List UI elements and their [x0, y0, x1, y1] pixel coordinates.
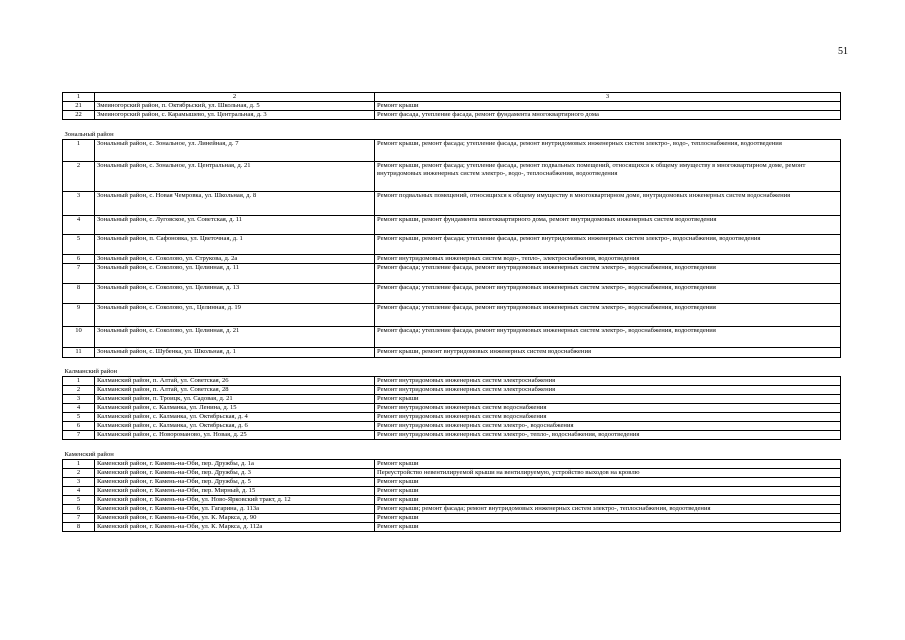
- row-number-cell: 8: [63, 523, 95, 532]
- header-col-1: 1: [63, 93, 95, 102]
- address-cell: Калманский район, с. Калманка, ул. Октябрьская, д. 4: [95, 413, 375, 422]
- address-cell: Калманский район, с. Новороманово, ул. Новая, д. 25: [95, 431, 375, 440]
- address-cell: Зональный район, с. Зональное, ул. Линейная, д. 7: [95, 140, 375, 162]
- table-body: [63, 93, 841, 532]
- row-number-cell: 6: [63, 422, 95, 431]
- row-number-cell: 4: [63, 216, 95, 235]
- work-type-cell: Ремонт крыши: [375, 102, 841, 111]
- row-number-cell: 11: [63, 348, 95, 358]
- table-row: [63, 102, 841, 111]
- work-type-cell: Ремонт крыши, ремонт фундамента многоквартирного дома, ремонт внутридомовых инженерных систем водоотведения: [375, 216, 841, 235]
- address-cell: Каменский район, г. Камень-на-Оби, пер. Дружбы, д. 3: [95, 469, 375, 478]
- address-cell: Зональный район, с. Шубенка, ул. Школьная, д. 1: [95, 348, 375, 358]
- row-number-cell: 21: [63, 102, 95, 111]
- table-row: [63, 140, 841, 162]
- address-cell: Зональный район, с. Зональное, ул. Центральная, д. 21: [95, 162, 375, 192]
- work-type-cell: Ремонт крыши: [375, 514, 841, 523]
- work-type-cell: Ремонт крыши, ремонт фасада; утепление фасада, ремонт внутридомовых инженерных систем электро-, водо-, теплоснабжения, водоотведения: [375, 140, 841, 162]
- address-cell: Зональный район, с. Соколово, ул. Струкова, д. 2а: [95, 255, 375, 264]
- table-row: [63, 264, 841, 284]
- table-row: [63, 478, 841, 487]
- work-type-cell: Ремонт крыши: [375, 487, 841, 496]
- address-cell: Калманский район, с. Калманка, ул. Октябрьская, д. 6: [95, 422, 375, 431]
- header-col-2: 2: [95, 93, 375, 102]
- work-type-cell: Ремонт внутридомовых инженерных систем электро-, водоснабжения: [375, 422, 841, 431]
- address-cell: Калманский район, п. Алтай, ул. Советская, 26: [95, 377, 375, 386]
- header-col-3: 3: [375, 93, 841, 102]
- work-type-cell: Ремонт фасада; утепление фасада, ремонт внутридомовых инженерных систем электро-, водоснабжения, водоотведения: [375, 264, 841, 284]
- table-row: [63, 460, 841, 469]
- work-type-cell: Ремонт фасада; утепление фасада, ремонт внутридомовых инженерных систем электро-, водоснабжения, водоотведения: [375, 304, 841, 327]
- table-row: [63, 422, 841, 431]
- row-number-cell: 7: [63, 514, 95, 523]
- address-cell: Калманский район, с. Калманка, ул. Ленина, д. 15: [95, 404, 375, 413]
- table-row: [63, 327, 841, 348]
- table-row: [63, 487, 841, 496]
- row-number-cell: 6: [63, 505, 95, 514]
- row-number-cell: 5: [63, 413, 95, 422]
- row-number-cell: 2: [63, 469, 95, 478]
- work-type-cell: Ремонт внутридомовых инженерных систем водо-, тепло-, электроснабжения, водоотведения: [375, 255, 841, 264]
- work-type-cell: Ремонт крыши: [375, 523, 841, 532]
- work-type-cell: Ремонт крыши: [375, 496, 841, 505]
- table-row: [63, 386, 841, 395]
- work-type-cell: Ремонт подвальных помещений, относящихся к общему имуществу в многоквартирном доме, внутридомовых инженерных систем водоснабжения: [375, 192, 841, 216]
- row-number-cell: 5: [63, 235, 95, 255]
- row-number-cell: 5: [63, 496, 95, 505]
- address-cell: Зональный район, с. Новая Чемровка, ул. Школьная, д. 8: [95, 192, 375, 216]
- table-row: [63, 284, 841, 304]
- address-cell: Каменский район, г. Камень-на-Оби, ул. К. Маркса, д. 112а: [95, 523, 375, 532]
- work-type-cell: Ремонт крыши; ремонт фасада; ремонт внутридомовых инженерных систем электро-, теплоснабжения, водоотведения: [375, 505, 841, 514]
- table-row: [63, 162, 841, 192]
- address-cell: Каменский район, г. Камень-на-Оби, пер. Дружбы, д. 5: [95, 478, 375, 487]
- work-type-cell: Ремонт внутридомовых инженерных систем электроснабжения: [375, 386, 841, 395]
- row-number-cell: 3: [63, 395, 95, 404]
- table-row: [63, 304, 841, 327]
- address-cell: Каменский район, г. Камень-на-Оби, ул. К. Маркса, д. 90: [95, 514, 375, 523]
- work-type-cell: Ремонт фасада; утепление фасада, ремонт внутридомовых инженерных систем электро-, водоснабжения, водоотведения: [375, 327, 841, 348]
- page-number: 51: [838, 46, 848, 57]
- address-cell: Калманский район, п. Алтай, ул. Советская, 28: [95, 386, 375, 395]
- address-cell: Каменский район, г. Камень-на-Оби, пер. Мирный, д. 15: [95, 487, 375, 496]
- row-number-cell: 2: [63, 386, 95, 395]
- table-row: [63, 413, 841, 422]
- row-number-cell: 1: [63, 377, 95, 386]
- section-title: Зональный район: [63, 120, 841, 140]
- address-cell: Зональный район, с. Соколово, ул. Целинная, д. 21: [95, 327, 375, 348]
- table-row: [63, 469, 841, 478]
- section-title: Калманский район: [63, 358, 841, 377]
- table-row: [63, 431, 841, 440]
- table-row: [63, 404, 841, 413]
- work-type-cell: Ремонт внутридомовых инженерных систем водоснабжения: [375, 413, 841, 422]
- address-cell: Зональный район, с. Соколово, ул., Целинная, д. 19: [95, 304, 375, 327]
- row-number-cell: 10: [63, 327, 95, 348]
- table-row: [63, 255, 841, 264]
- work-type-cell: Ремонт крыши, ремонт фасада; утепление фасада, ремонт подвальных помещений, относящихся к общему имуществу в многоквартирном доме, ремонт внутридомовых инженерных систем электро-, водо-, теплоснабжения, водоотведения: [375, 162, 841, 192]
- work-type-cell: Ремонт фасада, утепление фасада, ремонт фундамента многоквартирного дома: [375, 111, 841, 120]
- row-number-cell: 3: [63, 192, 95, 216]
- section-row: [63, 358, 841, 377]
- table-row: [63, 216, 841, 235]
- address-cell: Каменский район, г. Камень-на-Оби, ул. Гагарина, д. 113а: [95, 505, 375, 514]
- section-row: [63, 120, 841, 140]
- address-cell: Змеиногорский район, с. Карамышево, ул. Центральная, д. 3: [95, 111, 375, 120]
- address-cell: Зональный район, с. Соколово, ул. Целинная, д. 11: [95, 264, 375, 284]
- row-number-cell: 2: [63, 162, 95, 192]
- work-type-cell: Ремонт крыши: [375, 460, 841, 469]
- work-type-cell: Ремонт крыши: [375, 478, 841, 487]
- table-row: [63, 523, 841, 532]
- work-type-cell: Ремонт внутридомовых инженерных систем электроснабжения: [375, 377, 841, 386]
- row-number-cell: 1: [63, 140, 95, 162]
- row-number-cell: 4: [63, 404, 95, 413]
- work-type-cell: Ремонт крыши: [375, 395, 841, 404]
- row-number-cell: 3: [63, 478, 95, 487]
- row-number-cell: 6: [63, 255, 95, 264]
- table-row: [63, 348, 841, 358]
- address-cell: Каменский район, г. Камень-на-Оби, пер. Дружбы, д. 1а: [95, 460, 375, 469]
- table-row: [63, 192, 841, 216]
- section-row: [63, 440, 841, 460]
- work-type-cell: Ремонт крыши, ремонт фасада; утепление фасада, ремонт внутридомовых инженерных систем электро-, водоснабжения, водоотведения: [375, 235, 841, 255]
- section-title: Каменский район: [63, 440, 841, 460]
- address-cell: Змеиногорский район, п. Октябрьский, ул. Школьная, д. 5: [95, 102, 375, 111]
- table-row: [63, 496, 841, 505]
- table-row: [63, 235, 841, 255]
- table-row: [63, 395, 841, 404]
- row-number-cell: 7: [63, 264, 95, 284]
- work-type-cell: Переустройство невентилируемой крыши на вентилируемую, устройство выходов на кровлю: [375, 469, 841, 478]
- row-number-cell: 1: [63, 460, 95, 469]
- address-cell: Каменский район, г. Камень-на-Оби, ул. Ново-Ярковский тракт, д. 12: [95, 496, 375, 505]
- row-number-cell: 9: [63, 304, 95, 327]
- repair-table: [62, 92, 841, 532]
- row-number-cell: 4: [63, 487, 95, 496]
- work-type-cell: Ремонт фасада; утепление фасада, ремонт внутридомовых инженерных систем электро-, водоснабжения, водоотведения: [375, 284, 841, 304]
- table-row: [63, 505, 841, 514]
- table-row: [63, 111, 841, 120]
- table-row: [63, 377, 841, 386]
- work-type-cell: Ремонт внутридомовых инженерных систем водоснабжения: [375, 404, 841, 413]
- table-row: [63, 514, 841, 523]
- address-cell: Зональный район, с. Луговское, ул. Советская, д. 11: [95, 216, 375, 235]
- address-cell: Зональный район, п. Сафоновка, ул. Цветочная, д. 1: [95, 235, 375, 255]
- work-type-cell: Ремонт крыши, ремонт внутридомовых инженерных систем водоснабжения: [375, 348, 841, 358]
- row-number-cell: 7: [63, 431, 95, 440]
- address-cell: Зональный район, с. Соколово, ул. Целинная, д. 13: [95, 284, 375, 304]
- work-type-cell: Ремонт внутридомовых инженерных систем электро-, тепло-, водоснабжения, водоотведения: [375, 431, 841, 440]
- row-number-cell: 22: [63, 111, 95, 120]
- address-cell: Калманский район, п. Троицк, ул. Садовая, д. 21: [95, 395, 375, 404]
- row-number-cell: 8: [63, 284, 95, 304]
- header-row: [63, 93, 841, 102]
